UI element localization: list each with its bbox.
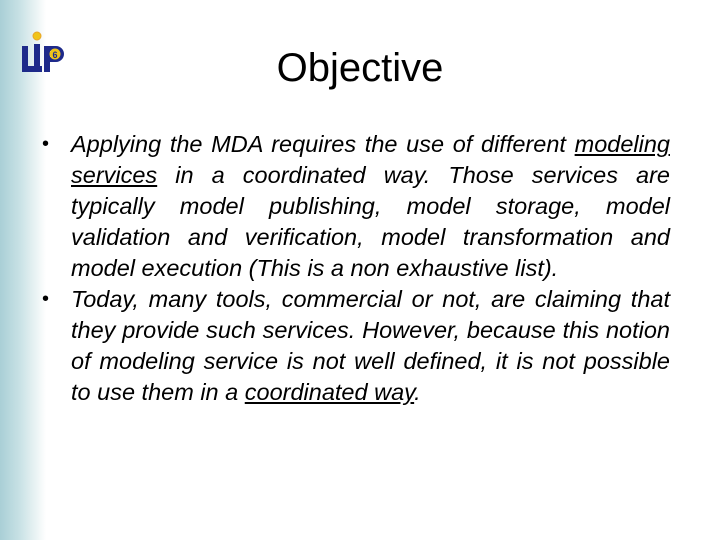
slide-title: Objective [276,46,444,90]
bullet-text-underlined: coordinated way [244,379,415,405]
logo-number: 6 [52,50,58,60]
bullet-item [42,284,670,408]
bullet-item [42,129,670,284]
bullet-icon: • [42,133,50,155]
bullet-text-segment: in a coordinated way. Those services are typically model publishing, model storage, model validation and verification, model transformation and model execution (This is a non exhaustive list). [71,162,670,281]
bullet-text-segment: . [414,379,421,405]
bullet-text-underlined: modeling services [71,131,670,188]
lip6-logo-icon [20,30,66,78]
side-gradient-bar [0,0,46,540]
bullet-text-segment: Applying the MDA requires the use of different [71,131,575,157]
bullet-list [42,129,670,408]
bullet-text-segment: Today, many tools, commercial or not, are claiming that they provide such services. However, because this notion of modeling service is not well defined, it is not possible to use them in a [71,286,670,405]
bullet-icon: • [42,288,50,310]
